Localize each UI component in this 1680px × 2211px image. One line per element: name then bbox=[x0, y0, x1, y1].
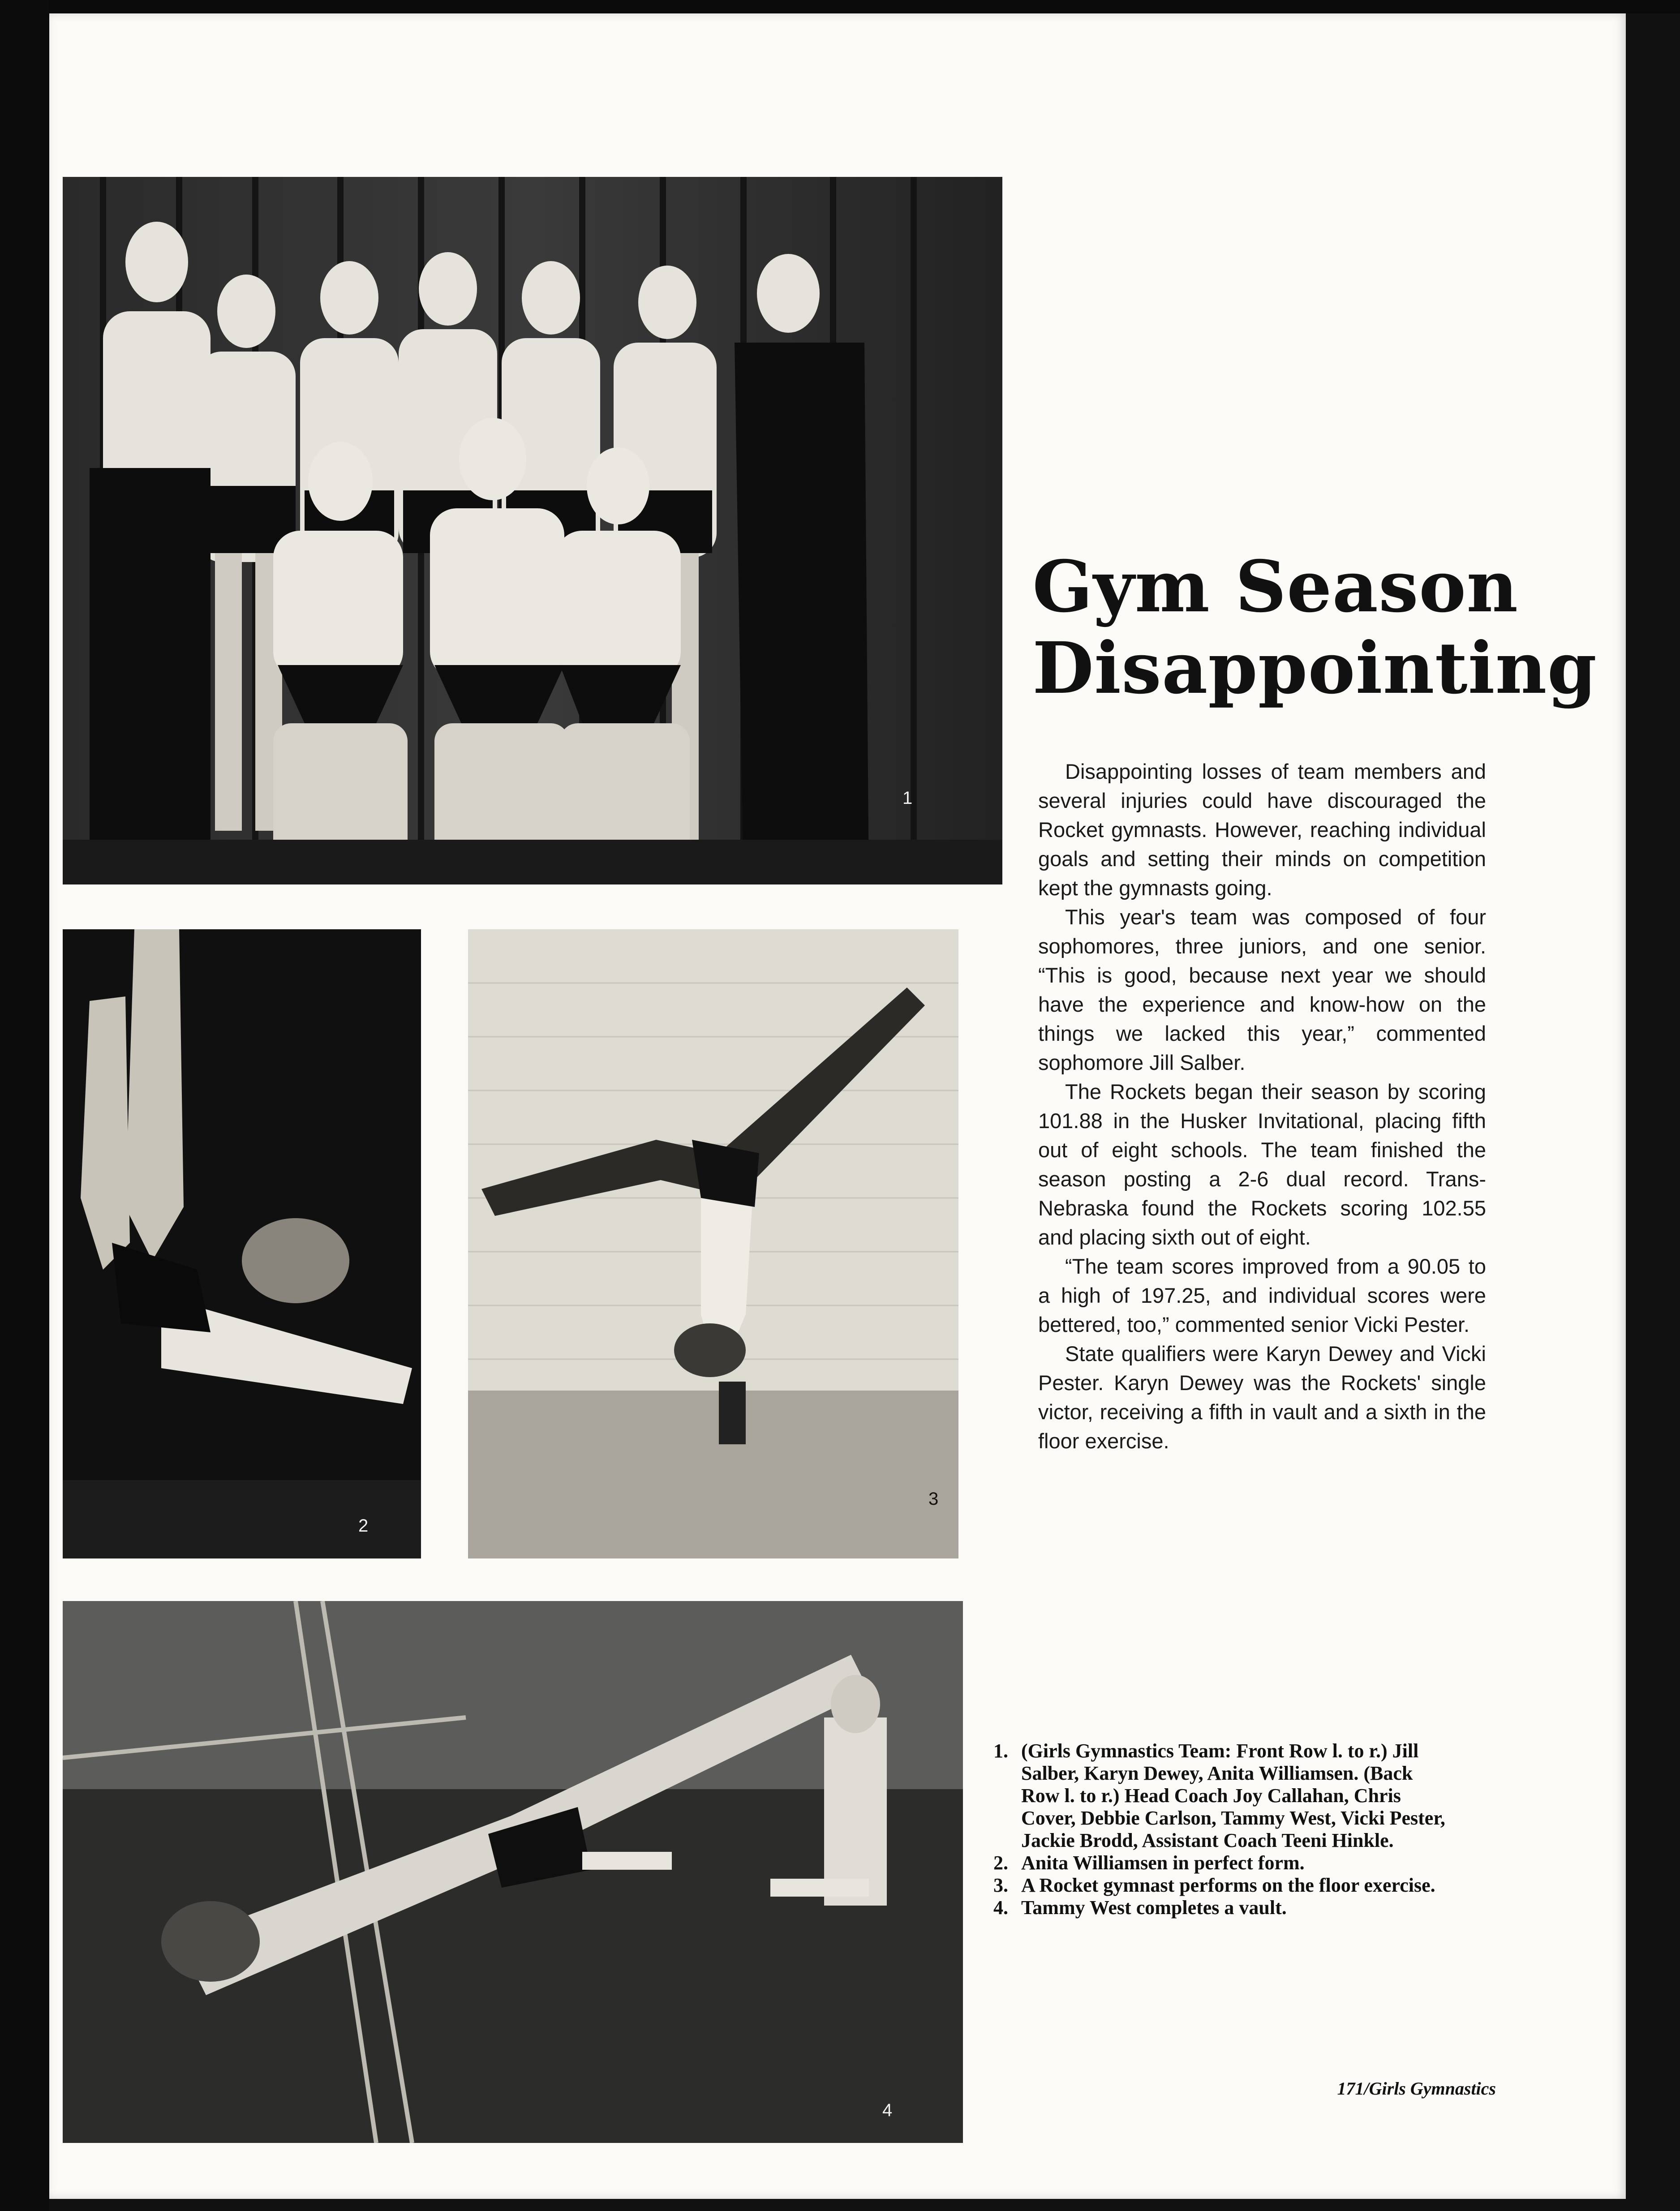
caption-text: Tammy West completes a vault. bbox=[1021, 1897, 1287, 1919]
handstand-photo-image bbox=[63, 929, 421, 1558]
caption-text: Anita Williamsen in perfect form. bbox=[1021, 1852, 1305, 1874]
top-edge bbox=[0, 0, 1680, 13]
caption-item bbox=[993, 1897, 1446, 1919]
floor-exercise-photo-image bbox=[468, 929, 958, 1558]
floor-exercise-photo bbox=[468, 929, 958, 1558]
vault-photo-image bbox=[63, 1601, 963, 2143]
paragraph: State qualifiers were Karyn Dewey and Vicki Pester. Karyn Dewey was the Rockets' single victor, receiving a fifth in vault and a sixth in the floor exercise. bbox=[1038, 1342, 1486, 1453]
caption-item bbox=[993, 1874, 1446, 1897]
caption-item bbox=[993, 1740, 1446, 1852]
article-body bbox=[1038, 757, 1486, 1455]
team-photo bbox=[63, 177, 1002, 884]
headline-line-2: Disappointing bbox=[1032, 627, 1597, 710]
page-folio: 171/Girls Gymnastics bbox=[1337, 2078, 1496, 2099]
paragraph: Disappointing losses of team members and several injuries could have discouraged the Rocket gymnasts. However, reaching individual goals and setting their minds on competition kept the gymnasts going. bbox=[1038, 760, 1486, 900]
article-headline bbox=[1032, 545, 1597, 710]
photo-number: 3 bbox=[928, 1489, 939, 1509]
caption-number: 3. bbox=[993, 1874, 1008, 1896]
photo-number: 4 bbox=[882, 2100, 893, 2120]
caption-number: 1. bbox=[993, 1740, 1008, 1762]
caption-text: A Rocket gymnast performs on the floor exercise. bbox=[1021, 1874, 1435, 1896]
team-photo-image bbox=[63, 177, 1002, 884]
caption-number: 4. bbox=[993, 1897, 1008, 1919]
headline-line-1: Gym Season bbox=[1032, 545, 1519, 628]
vault-photo bbox=[63, 1601, 963, 2143]
book-spine bbox=[0, 0, 49, 2211]
paragraph: This year's team was composed of four sophomores, three juniors, and one senior. “This is good, because next year we should have the experience and know-how on the things we lacked this year,” commented sophomore Jill Salber. bbox=[1038, 905, 1486, 1074]
caption-text: (Girls Gymnastics Team: Front Row l. to r.) Jill Salber, Karyn Dewey, Anita Williamsen. (Back Row l. to r.) Head Coach Joy Callahan, Chris Cover, Debbie Carlson, Tammy West, Vicki Pester, Jackie Brodd, Assistant Coach Teeni Hinkle. bbox=[1021, 1740, 1445, 1851]
caption-item bbox=[993, 1852, 1446, 1874]
handstand-photo bbox=[63, 929, 421, 1558]
photo-number: 1 bbox=[902, 788, 913, 808]
caption-number: 2. bbox=[993, 1852, 1008, 1874]
paragraph: “The team scores improved from a 90.05 to a high of 197.25, and individual scores were bettered, too,” commented senior Vicki Pester. bbox=[1038, 1254, 1486, 1336]
photo-captions bbox=[993, 1740, 1446, 1919]
paragraph: The Rockets began their season by scoring 101.88 in the Husker Invitational, placing fifth out of eight schools. The team finished the season posting a 2-6 dual record. Trans-Nebraska found the Rockets scoring 102.55 and placing sixth out of eight. bbox=[1038, 1080, 1486, 1249]
photo-number: 2 bbox=[358, 1516, 369, 1536]
